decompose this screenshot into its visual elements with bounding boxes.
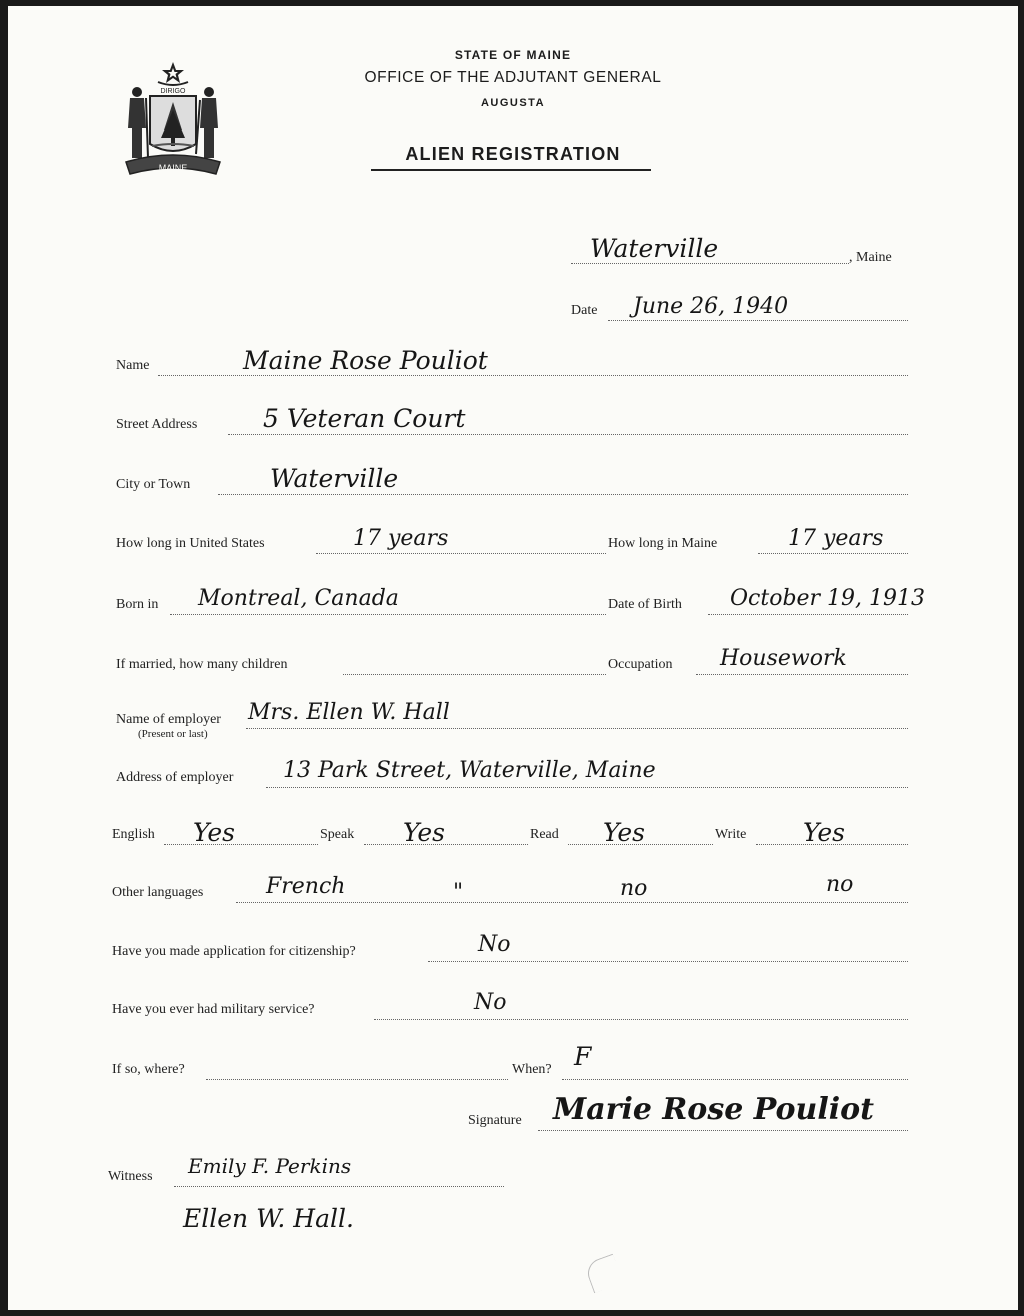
speak-line [364,844,528,845]
occupation-label: Occupation [608,657,673,672]
occupation-value: Housework [720,646,847,671]
stray-pencil-mark [584,1254,624,1294]
other-languages-label: Other languages [112,885,204,900]
witness-2-value: Ellen W. Hall. [183,1204,354,1233]
when-line [562,1079,908,1080]
town-value: Waterville [590,234,719,263]
witness-label: Witness [108,1169,153,1184]
how-long-maine-line [758,553,908,554]
title-underline [371,169,651,171]
citizenship-value: No [478,932,511,957]
svg-text:DIRIGO: DIRIGO [160,88,186,95]
svg-text:MAINE: MAINE [158,163,188,173]
military-line [374,1019,908,1020]
employer-address-line [266,787,908,788]
other-language-value: French [266,874,346,899]
write-label: Write [715,827,747,842]
registration-form [8,6,1018,1310]
citizenship-line [428,961,908,962]
employer-address-value: 13 Park Street, Waterville, Maine [283,758,656,783]
name-label: Name [116,358,150,373]
english-label: English [112,827,155,842]
office-heading: OFFICE OF THE ADJUTANT GENERAL [364,69,662,86]
citizenship-label: Have you made application for citizenship? [112,944,356,959]
where-label: If so, where? [112,1062,185,1077]
witness-line [174,1186,504,1187]
read-value: Yes [603,818,645,847]
speak-label: Speak [320,827,355,842]
city-line [218,494,908,495]
how-long-us-value: 17 years [353,526,449,551]
other-speak-value: " [453,880,464,905]
maine-label: , Maine [849,250,892,265]
employer-value: Mrs. Ellen W. Hall [248,700,450,725]
dob-label: Date of Birth [608,597,682,612]
other-write-value: no [826,872,854,897]
write-value: Yes [803,818,845,847]
when-label: When? [512,1062,552,1077]
form-title: ALIEN REGISTRATION [405,144,621,164]
name-value: Maine Rose Pouliot [243,346,488,375]
date-value: June 26, 1940 [633,294,789,319]
born-in-label: Born in [116,597,159,612]
married-label: If married, how many children [116,657,288,672]
witness-1-value: Emily F. Perkins [188,1154,352,1178]
married-line [343,674,606,675]
born-in-line [170,614,606,615]
dob-line [708,614,908,615]
speak-value: Yes [403,818,445,847]
signature-label: Signature [468,1113,522,1128]
street-label: Street Address [116,417,198,432]
how-long-us-line [316,553,606,554]
employer-address-label: Address of employer [116,770,234,785]
town-line [571,263,849,264]
employer-label: Name of employer [116,712,221,727]
military-label: Have you ever had military service? [112,1002,315,1017]
when-value: F [574,1042,592,1071]
state-heading: STATE OF MAINE [454,48,572,62]
how-long-maine-label: How long in Maine [608,536,718,551]
other-read-value: no [620,876,648,901]
military-value: No [474,990,507,1015]
street-value: 5 Veteran Court [263,404,466,433]
employer-note: (Present or last) [138,728,208,740]
how-long-us-label: How long in United States [116,536,265,551]
city-label: City or Town [116,477,191,492]
where-line [206,1079,508,1080]
date-label: Date [571,303,598,318]
english-value: Yes [193,818,235,847]
employer-line [246,728,908,729]
english-line [164,844,318,845]
street-line [228,434,908,435]
date-line [608,320,908,321]
born-in-value: Montreal, Canada [198,586,399,611]
city-value: Waterville [270,464,399,493]
how-long-maine-value: 17 years [788,526,884,551]
dob-value: October 19, 1913 [730,586,926,611]
city-heading: AUGUSTA [480,97,546,109]
name-line [158,375,908,376]
signature-value: Marie Rose Pouliot [553,1092,874,1127]
signature-line [538,1130,908,1131]
occupation-line [696,674,908,675]
read-label: Read [530,827,559,842]
other-languages-line [236,902,908,903]
